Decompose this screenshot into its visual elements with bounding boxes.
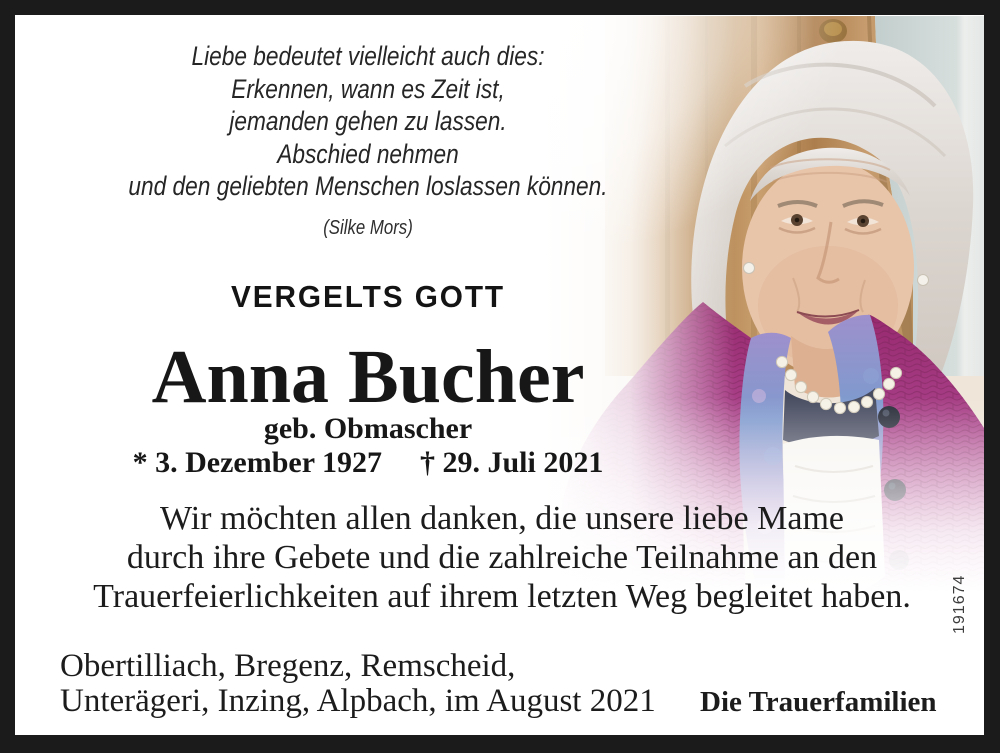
thanks-line: Wir möchten allen danken, die unsere liebe Mame [159, 500, 845, 537]
poem-line: Abschied nehmen [277, 138, 459, 169]
reference-number: 191674 [951, 574, 968, 634]
maiden-name: geb. Obmascher [263, 412, 473, 445]
deceased-name: Anna Bucher [151, 335, 585, 419]
places-line: Unterägeri, Inzing, Alpbach, im August 2021 [60, 683, 656, 719]
thanks-message [22, 499, 982, 616]
birth-date: * 3. Dezember 1927 [132, 446, 382, 479]
pearl-earring-right [918, 275, 929, 286]
poem-line: Liebe bedeutet vielleicht auch dies: [191, 41, 545, 71]
poem-attribution: (Silke Mors) [323, 216, 413, 239]
life-dates [15, 447, 721, 479]
places-and-date [60, 649, 660, 719]
headline-vergelts-gott: VERGELTS GOTT [230, 279, 506, 314]
poem-quote [71, 40, 664, 244]
thanks-line: durch ihre Gebete und die zahlreiche Teilnahme an den [126, 539, 878, 576]
poem-line: und den geliebten Menschen loslassen können. [128, 171, 608, 201]
death-date: † 29. Juli 2021 [420, 446, 604, 479]
poem-line: Erkennen, wann es Zeit ist, [231, 73, 505, 104]
family-signature: Die Trauerfamilien [700, 686, 937, 718]
pearl-earring-left [744, 263, 755, 274]
places-line: Obertilliach, Bregenz, Remscheid, [60, 648, 516, 684]
thanks-line: Trauerfeierlichkeiten auf ihrem letzten Weg begleitet haben. [93, 578, 911, 615]
poem-line: jemanden gehen zu lassen. [229, 106, 507, 136]
